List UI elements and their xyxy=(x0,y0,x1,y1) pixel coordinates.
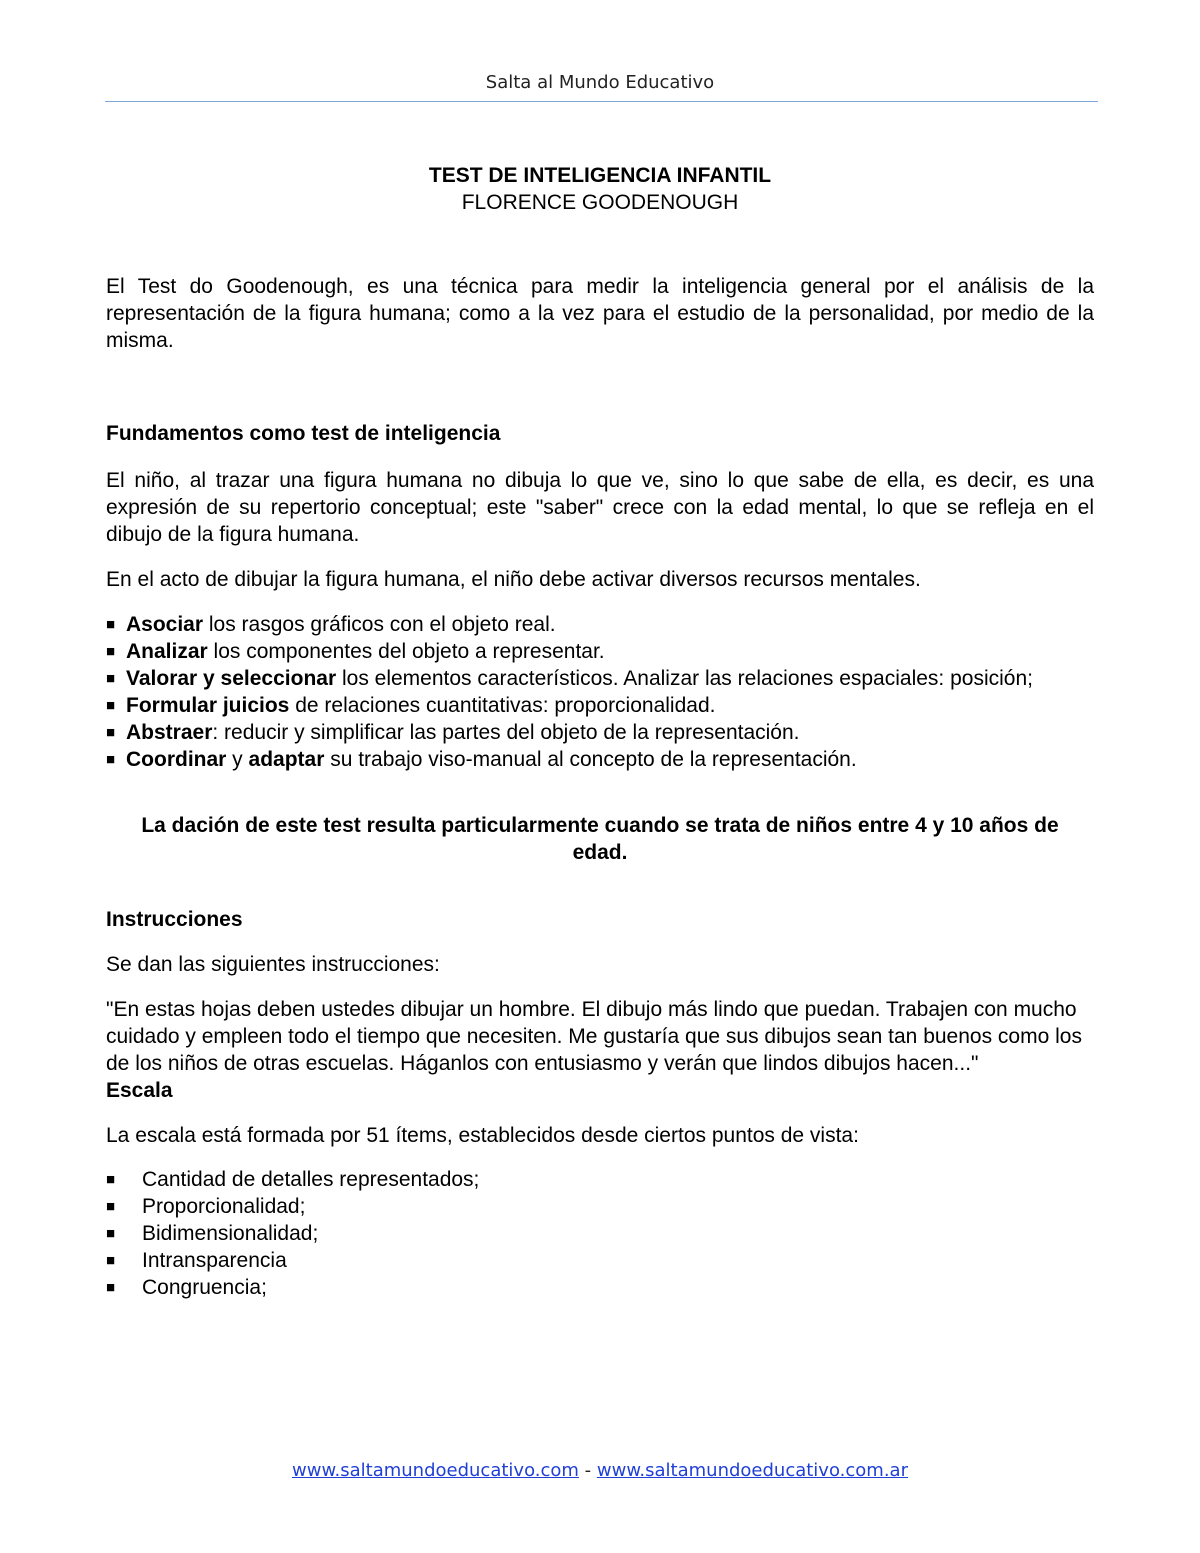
fundamentos-heading: Fundamentos como test de inteligencia xyxy=(106,422,501,445)
mental-resources-list xyxy=(106,611,1094,773)
fundamentos-paragraph-1: El niño, al trazar una figura humana no dibuja lo que ve, sino lo que sabe de ella, es decir, es una expresión de su repertorio conceptual; este "saber" crece con la edad mental, lo que se refleja en el dibujo de la figura humana. xyxy=(106,469,1094,546)
list-item-text: Intransparencia xyxy=(142,1249,287,1272)
list-item-keyword: Coordinar xyxy=(126,748,227,771)
website-link-com-ar[interactable]: www.saltamundoeducativo.com.ar xyxy=(596,1460,908,1481)
list-item xyxy=(106,665,1094,692)
escala-paragraph: La escala está formada por 51 ítems, establecidos desde ciertos puntos de vista: xyxy=(106,1124,859,1147)
list-item-text: de relaciones cuantitativas: proporcionalidad. xyxy=(289,694,716,717)
list-item-text: Cantidad de detalles representados; xyxy=(142,1168,480,1191)
bullet-icon: ■ xyxy=(106,1252,116,1269)
page-footer xyxy=(0,1460,1200,1481)
bullet-icon: ■ xyxy=(106,1279,116,1296)
bullet-icon: ■ xyxy=(106,697,116,714)
list-item xyxy=(106,1166,1094,1193)
list-item xyxy=(106,719,1094,746)
list-item-keyword: Asociar xyxy=(126,613,204,636)
website-link-com[interactable]: www.saltamundoeducativo.com xyxy=(292,1460,579,1481)
page-header: Salta al Mundo Educativo xyxy=(485,72,715,93)
list-item-text: Proporcionalidad; xyxy=(142,1195,306,1218)
list-item xyxy=(106,1274,1094,1301)
bullet-icon: ■ xyxy=(106,670,116,687)
bullet-icon: ■ xyxy=(106,616,116,633)
instrucciones-heading: Instrucciones xyxy=(106,908,243,931)
document-title: TEST DE INTELIGENCIA INFANTIL xyxy=(428,164,772,187)
age-range-note: La dación de este test resulta particularmente cuando se trata de niños entre 4 y 10 años de edad. xyxy=(141,814,1059,864)
list-item xyxy=(106,1247,1094,1274)
list-item xyxy=(106,611,1094,638)
list-item-keyword: Valorar y seleccionar xyxy=(126,667,337,690)
list-item xyxy=(106,1220,1094,1247)
footer-separator: - xyxy=(578,1460,597,1481)
list-item xyxy=(106,692,1094,719)
list-item-text: y xyxy=(226,748,249,771)
bullet-icon: ■ xyxy=(106,1225,116,1242)
scale-criteria-list xyxy=(106,1166,1094,1301)
intro-paragraph: El Test do Goodenough, es una técnica para medir la inteligencia general por el análisis de la representación de la figura humana; como a la vez para el estudio de la personalidad, por medio de la misma. xyxy=(106,275,1094,352)
fundamentos-paragraph-2: En el acto de dibujar la figura humana, el niño debe activar diversos recursos mentales. xyxy=(106,568,921,591)
list-item-text: Bidimensionalidad; xyxy=(142,1222,319,1245)
list-item xyxy=(106,1193,1094,1220)
escala-heading: Escala xyxy=(106,1079,173,1102)
bullet-icon: ■ xyxy=(106,1198,116,1215)
list-item xyxy=(106,746,1094,773)
header-divider xyxy=(105,101,1098,102)
document-body xyxy=(106,162,1094,1301)
instrucciones-paragraph: Se dan las siguientes instrucciones: xyxy=(106,953,440,976)
list-item-text: los componentes del objeto a representar. xyxy=(207,640,605,663)
list-item-text: : reducir y simplificar las partes del objeto de la representación. xyxy=(212,721,800,744)
bullet-icon: ■ xyxy=(106,724,116,741)
list-item xyxy=(106,638,1094,665)
bullet-icon: ■ xyxy=(106,643,116,660)
instrucciones-quote: "En estas hojas deben ustedes dibujar un hombre. El dibujo más lindo que puedan. Trabajen con mucho cuidado y empleen todo el tiempo que necesiten. Me gustaría que sus dibujos sean tan buenos como los de los niños de otras escuelas. Háganlos con entusiasmo y verán que lindos dibujos hacen..." xyxy=(106,998,1082,1075)
list-item-text: los elementos característicos. Analizar las relaciones espaciales: posición; xyxy=(336,667,1033,690)
bullet-icon: ■ xyxy=(106,751,116,768)
list-item-keyword: Formular juicios xyxy=(126,694,290,717)
bullet-icon: ■ xyxy=(106,1171,116,1188)
list-item-keyword: Abstraer xyxy=(126,721,213,744)
document-subtitle: FLORENCE GOODENOUGH xyxy=(461,191,739,214)
list-item-text: los rasgos gráficos con el objeto real. xyxy=(203,613,556,636)
list-item-keyword: adaptar xyxy=(248,748,325,771)
list-item-keyword: Analizar xyxy=(126,640,208,663)
list-item-text: su trabajo viso-manual al concepto de la representación. xyxy=(324,748,857,771)
list-item-text: Congruencia; xyxy=(142,1276,267,1299)
